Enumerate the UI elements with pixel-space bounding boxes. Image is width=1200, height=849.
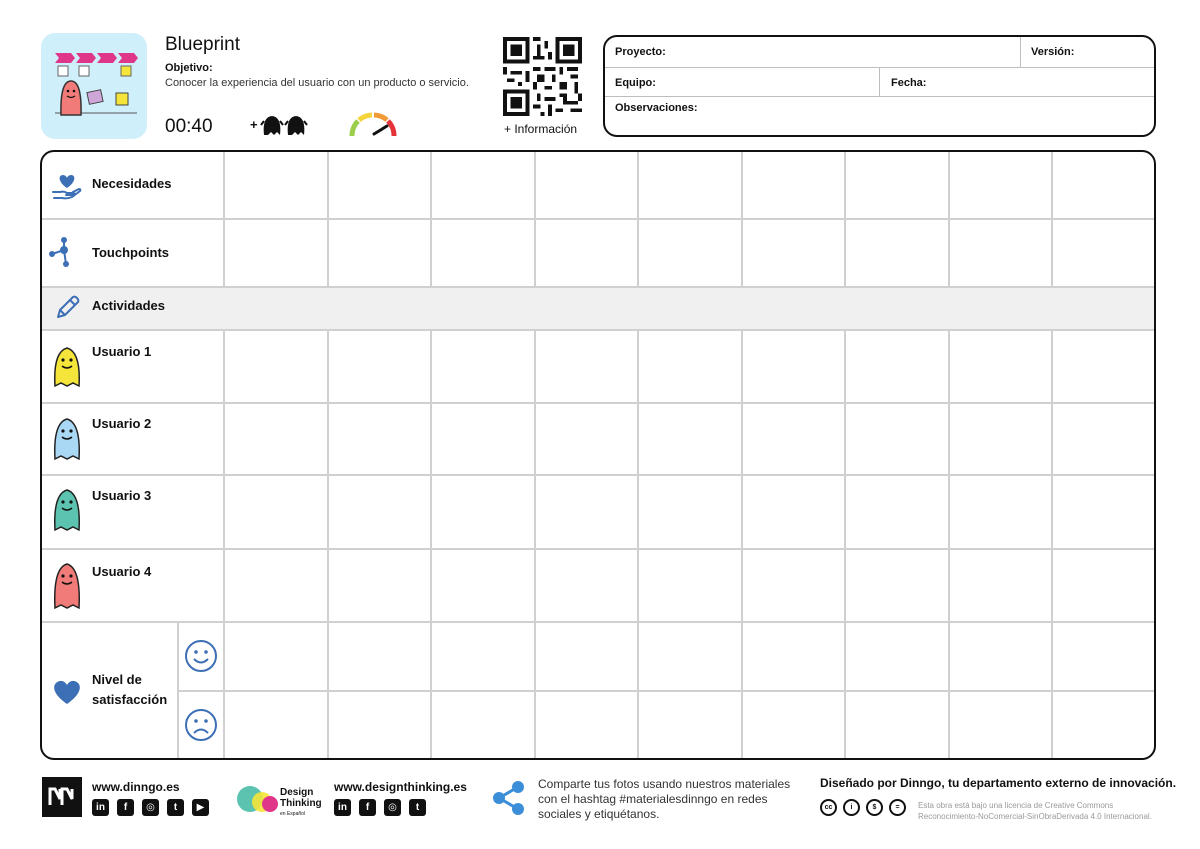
duration-label: 00:40 xyxy=(165,116,213,137)
project-label: Proyecto: xyxy=(615,46,666,58)
dinngo-logo[interactable] xyxy=(42,777,82,817)
touchpoint-nodes-icon xyxy=(48,236,80,268)
row-label-user-3: Usuario 3 xyxy=(92,488,152,503)
difficulty-gauge-icon xyxy=(348,110,398,138)
row-label-satisfaction-2: satisfacción xyxy=(92,692,168,707)
activities-band xyxy=(42,288,1154,330)
facebook-icon[interactable]: f xyxy=(359,799,376,816)
team-label: Equipo: xyxy=(615,77,656,89)
dinngo-url[interactable]: www.dinngo.es xyxy=(92,780,180,794)
row-label-user-2: Usuario 2 xyxy=(92,416,152,431)
user-2-character-icon xyxy=(51,415,83,461)
heart-hand-icon xyxy=(52,172,82,200)
row-label-touchpoints: Touchpoints xyxy=(92,245,170,260)
plus-sign: + xyxy=(250,117,258,132)
blueprint-illustration xyxy=(41,33,147,139)
sad-face-icon xyxy=(184,708,218,742)
row-label-satisfaction-1: Nivel de xyxy=(92,672,142,687)
instagram-icon[interactable]: ◎ xyxy=(142,799,159,816)
share-message: Comparte tus fotos usando nuestros materiales con el hashtag #materialesdinngo en redes sociales y etiquétanos. xyxy=(538,777,791,821)
more-info-link[interactable]: + Información xyxy=(504,122,578,136)
qr-code[interactable] xyxy=(503,37,582,116)
design-thinking-url[interactable]: www.designthinking.es xyxy=(334,780,467,794)
page-title: Blueprint xyxy=(165,34,240,55)
instagram-icon[interactable]: ◎ xyxy=(384,799,401,816)
twitter-icon[interactable]: t xyxy=(167,799,184,816)
design-thinking-wordmark: Design Thinking en Español xyxy=(280,787,322,817)
design-thinking-logo[interactable] xyxy=(236,784,282,816)
participants-indicator xyxy=(250,113,310,137)
cc-icon: cc xyxy=(820,799,837,816)
designed-by: Diseñado por Dinngo, tu departamento externo de innovación. xyxy=(820,776,1177,790)
date-label: Fecha: xyxy=(891,77,927,89)
pencil-icon xyxy=(54,295,80,321)
heart-icon xyxy=(52,679,82,705)
happy-face-icon xyxy=(184,639,218,673)
noncommercial-icon: $ xyxy=(866,799,883,816)
user-3-character-icon xyxy=(51,486,83,532)
share-icon xyxy=(492,780,526,816)
linkedin-icon[interactable]: in xyxy=(334,799,351,816)
user-1-character-icon xyxy=(51,344,83,388)
noderivatives-icon: = xyxy=(889,799,906,816)
attribution-icon: i xyxy=(843,799,860,816)
row-label-needs: Necesidades xyxy=(92,176,172,191)
row-label-user-4: Usuario 4 xyxy=(92,564,152,579)
objective-text: Conocer la experiencia del usuario con un producto o servicio. xyxy=(165,77,469,89)
facebook-icon[interactable]: f xyxy=(117,799,134,816)
row-label-activities: Actividades xyxy=(92,298,165,313)
twitter-icon[interactable]: t xyxy=(409,799,426,816)
linkedin-icon[interactable]: in xyxy=(92,799,109,816)
observations-label: Observaciones: xyxy=(615,102,698,114)
people-icon xyxy=(260,113,310,137)
row-label-user-1: Usuario 1 xyxy=(92,344,152,359)
project-info-box xyxy=(603,35,1156,137)
license-text: Esta obra está bajo una licencia de Creative Commons Reconocimiento-NoComercial-SinObraDerivada 4.0 Internacional. xyxy=(918,801,1152,821)
youtube-icon[interactable]: ▶ xyxy=(192,799,209,816)
objective-label: Objetivo: xyxy=(165,62,213,74)
version-label: Versión: xyxy=(1031,46,1075,58)
user-4-character-icon xyxy=(51,560,83,610)
blueprint-board xyxy=(40,150,1156,760)
